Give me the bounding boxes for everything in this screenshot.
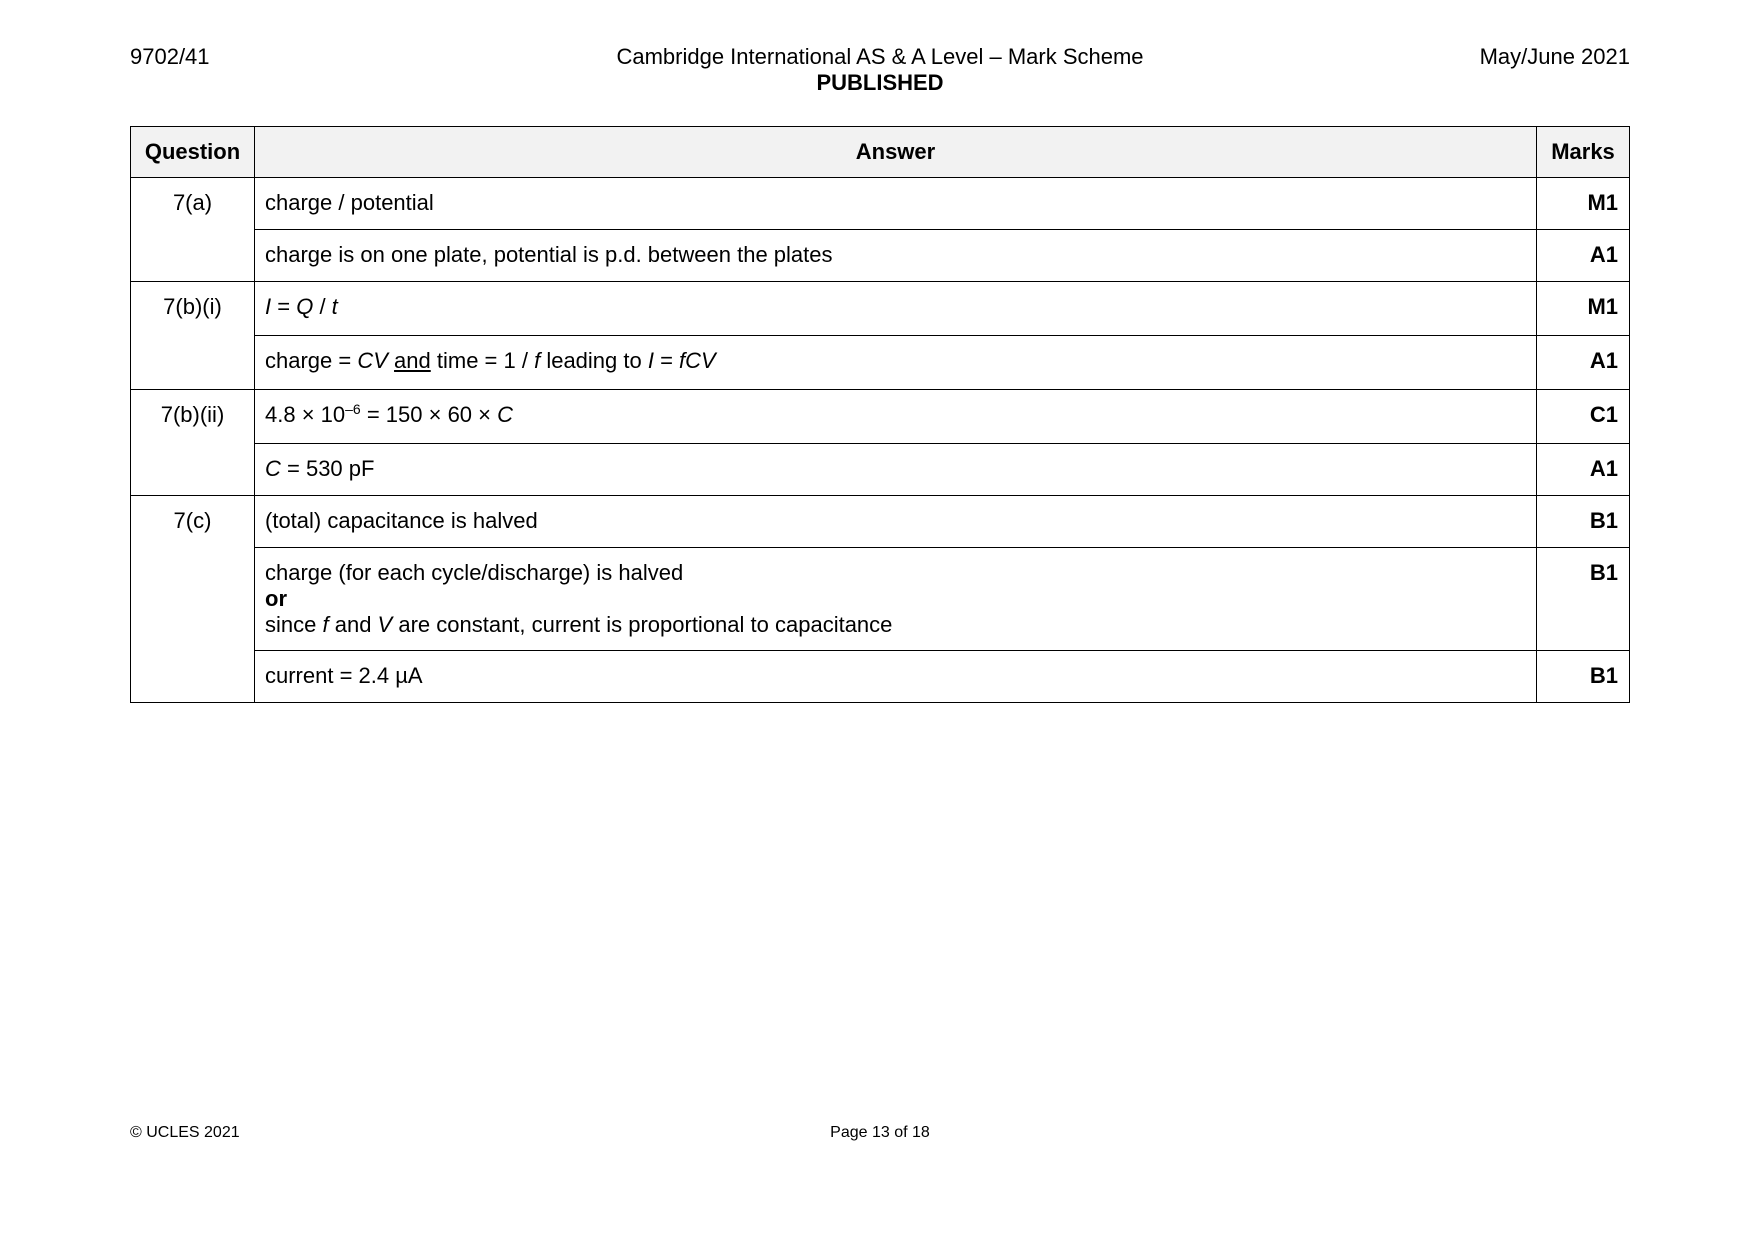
answer-text: = [653,348,680,373]
answer-cell [255,390,1537,444]
exponent: –6 [345,401,361,417]
or-separator: or [265,586,287,611]
question-number: 7(c) [131,496,255,703]
table-row [131,230,1630,282]
answer-column-header: Answer [255,127,1537,178]
answer-text: = 530 pF [280,456,375,481]
answer-text: = 150 × 60 × [360,402,498,427]
answer-cell [255,548,1537,651]
answer-text: are constant, current is proportional to capacitance [392,612,893,637]
answer-text: charge = [265,348,358,373]
mark-cell: C1 [1537,390,1630,444]
table-header-row [131,127,1630,178]
question-number: 7(b)(ii) [131,390,255,496]
answer-text: and [328,612,378,637]
symbol-fcv: fCV [679,348,716,373]
answer-text: = [271,294,297,319]
symbol-capacitance: C [265,456,281,481]
mark-cell: A1 [1537,230,1630,282]
answer-line [265,612,1526,638]
mark-cell: B1 [1537,548,1630,651]
table-row [131,496,1630,548]
question-column-header: Question [131,127,255,178]
underlined-and: and [394,348,431,373]
mark-cell: A1 [1537,336,1630,390]
exam-session: May/June 2021 [1479,44,1630,69]
answer-text: 4.8 × 10 [265,402,346,427]
question-number: 7(a) [131,178,255,282]
question-number: 7(b)(i) [131,282,255,390]
answer-cell [255,444,1537,496]
table-row [131,444,1630,496]
table-row [131,336,1630,390]
mark-cell: B1 [1537,496,1630,548]
symbol-current: I [265,294,272,319]
published-label: PUBLISHED [816,70,944,95]
mark-cell: M1 [1537,282,1630,336]
answer-cell [255,336,1537,390]
table-row [131,548,1630,651]
symbol-time: t [331,294,338,319]
copyright-notice: © UCLES 2021 [130,1124,240,1141]
symbol-voltage: V [377,612,393,637]
table-row [131,282,1630,336]
answer-text: leading to [540,348,648,373]
answer-line: charge (for each cycle/discharge) is halved [265,560,684,585]
mark-cell: M1 [1537,178,1630,230]
answer-cell: charge / potential [255,178,1537,230]
symbol-frequency: f [534,348,541,373]
answer-cell: current = 2.4 µA [255,651,1537,703]
answer-cell: (total) capacitance is halved [255,496,1537,548]
answer-cell [255,282,1537,336]
answer-text: / [313,294,332,319]
symbol-capacitance: C [497,402,514,427]
table-row [131,651,1630,703]
page-number: Page 13 of 18 [830,1124,930,1141]
table-row [131,390,1630,444]
symbol-frequency: f [322,612,329,637]
marks-column-header: Marks [1537,127,1630,178]
symbol-current: I [647,348,654,373]
mark-scheme-table [130,126,1630,703]
symbol-cv: CV [357,348,388,373]
paper-code: 9702/41 [130,44,210,69]
mark-cell: B1 [1537,651,1630,703]
answer-cell: charge is on one plate, potential is p.d. between the plates [255,230,1537,282]
mark-cell: A1 [1537,444,1630,496]
document-title: Cambridge International AS & A Level – Mark Scheme [616,44,1144,69]
answer-text: since [265,612,323,637]
table-row [131,178,1630,230]
symbol-charge: Q [296,294,314,319]
answer-text: time = 1 / [430,348,535,373]
